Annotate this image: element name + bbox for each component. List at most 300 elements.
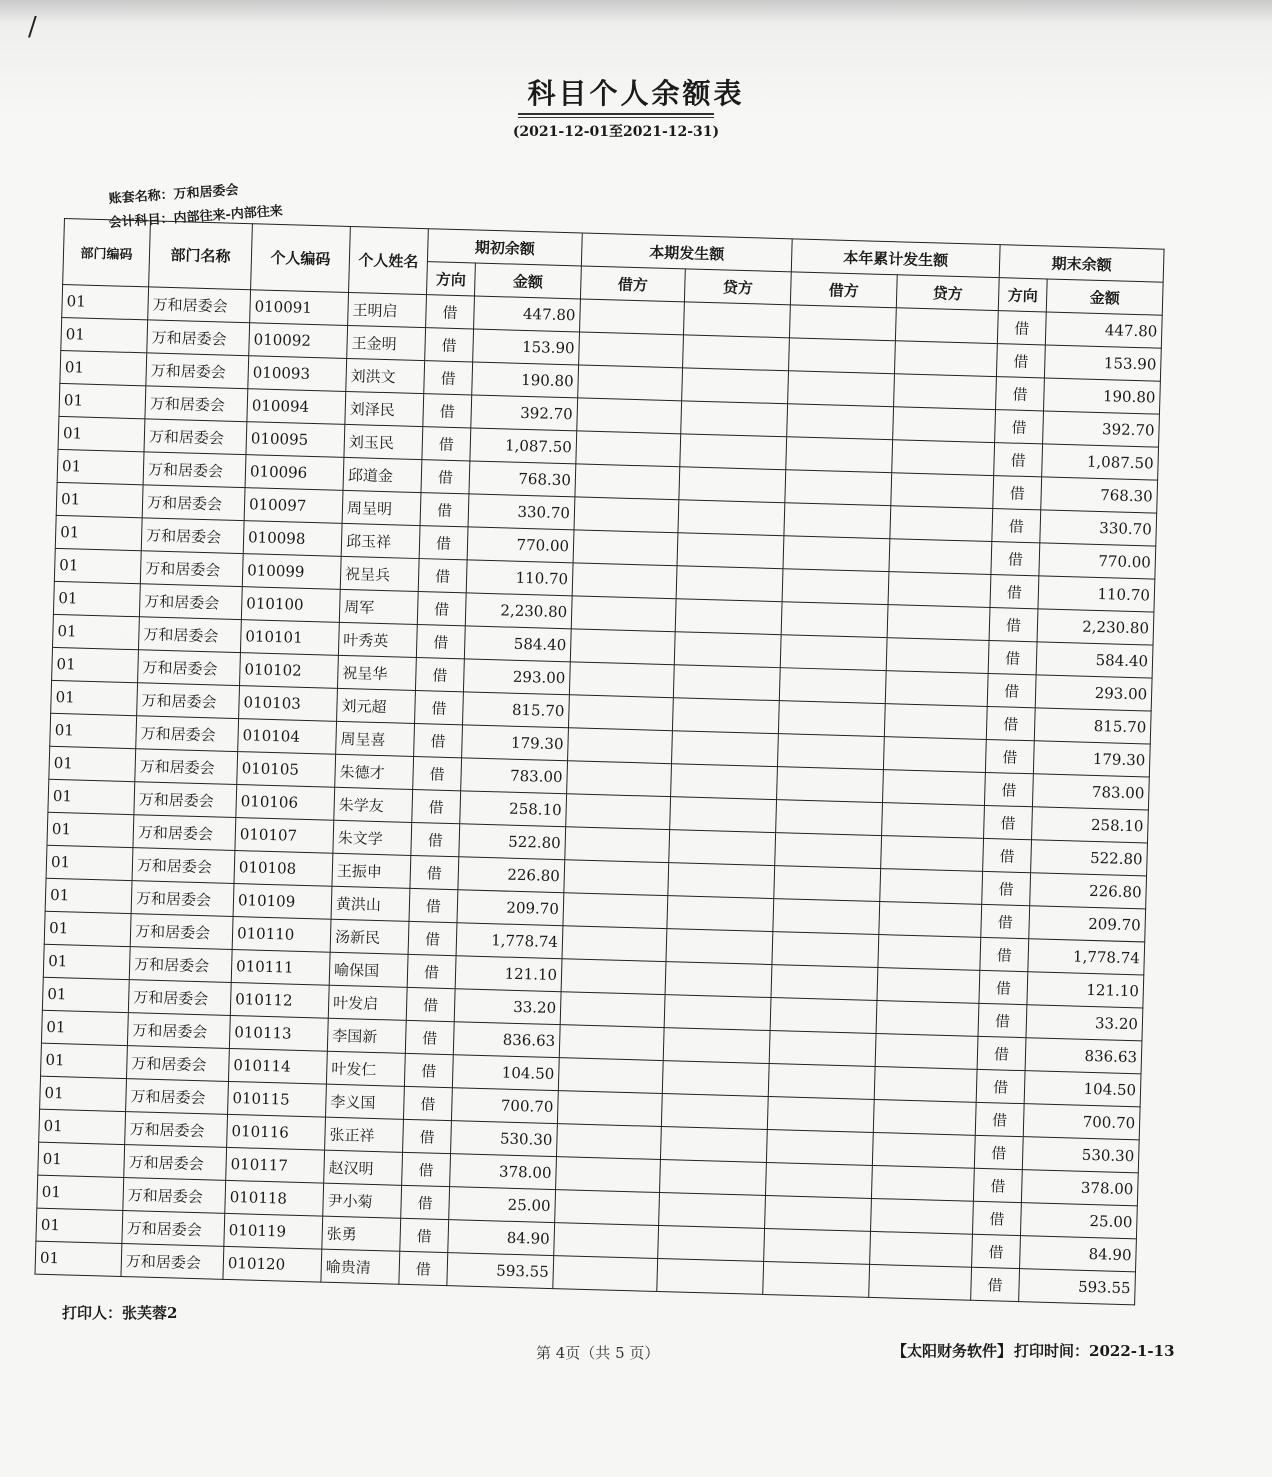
closing-amount-cell: 330.70 bbox=[1040, 510, 1157, 546]
current-credit-cell bbox=[659, 1193, 766, 1229]
person-name-cell: 邱玉祥 bbox=[341, 523, 420, 558]
current-credit-cell bbox=[676, 566, 783, 602]
dept-name-cell: 万和居委会 bbox=[143, 452, 246, 488]
closing-amount-cell: 530.30 bbox=[1022, 1137, 1139, 1173]
header-opening-direction: 方向 bbox=[427, 262, 476, 296]
dept-code-cell: 01 bbox=[50, 713, 137, 748]
opening-direction-cell: 借 bbox=[423, 394, 472, 428]
opening-amount-cell: 392.70 bbox=[471, 395, 578, 431]
person-code-cell: 010116 bbox=[227, 1114, 326, 1150]
ytd-credit-cell bbox=[888, 572, 991, 608]
ytd-debit-cell bbox=[773, 899, 880, 935]
ytd-credit-cell bbox=[869, 1264, 972, 1300]
current-debit-cell bbox=[563, 893, 668, 929]
current-credit-cell bbox=[665, 962, 772, 998]
closing-direction-cell: 借 bbox=[991, 542, 1040, 576]
dept-code-cell: 01 bbox=[58, 416, 145, 451]
closing-amount-cell: 522.80 bbox=[1031, 840, 1148, 876]
opening-amount-cell: 815.70 bbox=[463, 692, 570, 728]
person-name-cell: 刘泽民 bbox=[345, 391, 424, 426]
opening-direction-cell: 借 bbox=[419, 526, 468, 560]
ytd-debit-cell bbox=[774, 866, 881, 902]
closing-amount-cell: 25.00 bbox=[1021, 1203, 1138, 1239]
ytd-credit-cell bbox=[874, 1066, 977, 1102]
closing-amount-cell: 110.70 bbox=[1038, 576, 1155, 612]
ytd-debit-cell bbox=[770, 998, 877, 1034]
opening-direction-cell: 借 bbox=[405, 1020, 454, 1054]
opening-amount-cell: 770.00 bbox=[467, 527, 574, 563]
closing-direction-cell: 借 bbox=[988, 640, 1037, 674]
ytd-credit-cell bbox=[880, 869, 983, 905]
opening-direction-cell: 借 bbox=[426, 295, 475, 329]
current-credit-cell bbox=[677, 533, 784, 569]
person-name-cell: 李国新 bbox=[327, 1018, 406, 1053]
current-credit-cell bbox=[664, 995, 771, 1031]
current-debit-cell bbox=[556, 1124, 661, 1160]
current-debit-cell bbox=[574, 497, 679, 533]
current-credit-cell bbox=[660, 1160, 767, 1196]
dept-name-cell: 万和居委会 bbox=[126, 1046, 229, 1082]
ytd-debit-cell bbox=[782, 569, 889, 605]
ytd-credit-cell bbox=[879, 902, 982, 938]
dept-code-cell: 01 bbox=[36, 1208, 123, 1243]
dept-code-cell: 01 bbox=[37, 1175, 124, 1210]
closing-direction-cell: 借 bbox=[982, 871, 1031, 905]
person-name-cell: 朱德才 bbox=[335, 754, 414, 789]
dept-code-cell: 01 bbox=[59, 383, 146, 418]
balance-table-sheet bbox=[34, 218, 1163, 1305]
dept-code-cell: 01 bbox=[53, 614, 140, 649]
person-code-cell: 010112 bbox=[230, 982, 329, 1018]
current-debit-cell bbox=[579, 332, 684, 368]
current-debit-cell bbox=[570, 629, 675, 665]
person-code-cell: 010115 bbox=[228, 1081, 327, 1117]
person-code-cell: 010110 bbox=[232, 916, 331, 952]
person-name-cell: 叶发启 bbox=[328, 985, 407, 1020]
opening-direction-cell: 借 bbox=[413, 756, 462, 790]
dept-code-cell: 01 bbox=[55, 515, 142, 550]
dept-code-cell: 01 bbox=[60, 350, 147, 385]
title-underline bbox=[518, 113, 714, 115]
dept-name-cell: 万和居委会 bbox=[121, 1244, 224, 1280]
person-code-cell: 010094 bbox=[247, 389, 346, 425]
header-closing-balance: 期末余额 bbox=[999, 245, 1164, 283]
dept-code-cell: 01 bbox=[57, 449, 144, 484]
opening-amount-cell: 1,778.74 bbox=[456, 923, 563, 959]
closing-direction-cell: 借 bbox=[979, 970, 1028, 1004]
current-debit-cell bbox=[580, 299, 685, 335]
current-credit-cell bbox=[681, 401, 788, 437]
dept-code-cell: 01 bbox=[53, 581, 140, 616]
dept-code-cell: 01 bbox=[39, 1109, 126, 1144]
header-closing-amount: 金额 bbox=[1046, 279, 1163, 315]
current-credit-cell bbox=[675, 599, 782, 635]
ytd-debit-cell bbox=[779, 668, 886, 704]
opening-direction-cell: 借 bbox=[415, 690, 464, 724]
opening-amount-cell: 593.55 bbox=[447, 1253, 554, 1289]
person-name-cell: 朱学友 bbox=[334, 787, 413, 822]
header-dept-code: 部门编码 bbox=[63, 219, 151, 287]
person-name-cell: 李义国 bbox=[325, 1084, 404, 1119]
ytd-credit-cell bbox=[892, 440, 995, 476]
current-credit-cell bbox=[658, 1225, 765, 1261]
closing-direction-cell: 借 bbox=[990, 575, 1039, 609]
dept-name-cell: 万和居委会 bbox=[134, 782, 237, 818]
ytd-credit-cell bbox=[873, 1099, 976, 1135]
opening-direction-cell: 借 bbox=[404, 1053, 453, 1087]
dept-code-cell: 01 bbox=[56, 482, 143, 517]
dept-name-cell: 万和居委会 bbox=[138, 617, 241, 653]
closing-direction-cell: 借 bbox=[972, 1234, 1021, 1268]
person-code-cell: 010119 bbox=[224, 1213, 323, 1249]
person-code-cell: 010111 bbox=[231, 949, 330, 985]
opening-direction-cell: 借 bbox=[417, 592, 466, 626]
dept-code-cell: 01 bbox=[41, 1043, 128, 1078]
person-code-cell: 010105 bbox=[237, 752, 336, 788]
dept-code-cell: 01 bbox=[47, 812, 134, 847]
opening-amount-cell: 783.00 bbox=[461, 758, 568, 794]
opening-direction-cell: 借 bbox=[403, 1086, 452, 1120]
person-name-cell: 刘元超 bbox=[337, 688, 416, 723]
dept-code-cell: 01 bbox=[54, 548, 141, 583]
person-code-cell: 010106 bbox=[236, 785, 335, 821]
ytd-credit-cell bbox=[889, 539, 992, 575]
opening-amount-cell: 258.10 bbox=[460, 791, 567, 827]
person-name-cell: 周呈喜 bbox=[336, 721, 415, 756]
person-code-cell: 010093 bbox=[248, 356, 347, 392]
opening-amount-cell: 293.00 bbox=[463, 659, 570, 695]
header-closing-direction: 方向 bbox=[998, 278, 1047, 312]
dept-name-cell: 万和居委会 bbox=[127, 1013, 230, 1049]
ytd-debit-cell bbox=[785, 470, 892, 506]
ytd-debit-cell bbox=[789, 338, 896, 374]
closing-amount-cell: 190.80 bbox=[1044, 378, 1161, 414]
current-debit-cell bbox=[562, 926, 667, 962]
current-debit-cell bbox=[555, 1190, 660, 1226]
current-debit-cell bbox=[575, 464, 680, 500]
dept-name-cell: 万和居委会 bbox=[138, 650, 241, 686]
ytd-debit-cell bbox=[766, 1129, 873, 1165]
ytd-credit-cell bbox=[891, 473, 994, 509]
ytd-debit-cell bbox=[763, 1261, 870, 1297]
closing-direction-cell: 借 bbox=[994, 443, 1043, 477]
closing-direction-cell: 借 bbox=[996, 344, 1045, 378]
ytd-credit-cell bbox=[881, 836, 984, 872]
current-credit-cell bbox=[672, 731, 779, 767]
dept-code-cell: 01 bbox=[41, 1010, 128, 1045]
closing-amount-cell: 293.00 bbox=[1035, 675, 1152, 711]
closing-amount-cell: 209.70 bbox=[1029, 906, 1146, 942]
header-person-name: 个人姓名 bbox=[349, 226, 429, 294]
closing-direction-cell: 借 bbox=[975, 1102, 1024, 1136]
closing-amount-cell: 153.90 bbox=[1044, 345, 1161, 381]
dept-code-cell: 01 bbox=[49, 746, 136, 781]
dept-code-cell: 01 bbox=[51, 680, 138, 715]
person-code-cell: 010100 bbox=[241, 587, 340, 623]
current-credit-cell bbox=[663, 1028, 770, 1064]
person-code-cell: 010103 bbox=[239, 686, 338, 722]
person-code-cell: 010092 bbox=[249, 323, 348, 359]
current-debit-cell bbox=[569, 662, 674, 698]
current-debit-cell bbox=[572, 563, 677, 599]
current-debit-cell bbox=[558, 1058, 663, 1094]
person-code-cell: 010107 bbox=[235, 818, 334, 854]
opening-amount-cell: 700.70 bbox=[451, 1088, 558, 1124]
opening-direction-cell: 借 bbox=[409, 888, 458, 922]
ytd-credit-cell bbox=[890, 506, 993, 542]
opening-direction-cell: 借 bbox=[425, 328, 474, 362]
ytd-debit-cell bbox=[765, 1195, 872, 1231]
ytd-debit-cell bbox=[786, 437, 893, 473]
closing-amount-cell: 121.10 bbox=[1027, 972, 1144, 1008]
closing-amount-cell: 226.80 bbox=[1030, 873, 1147, 909]
header-ytd-debit: 借方 bbox=[790, 272, 897, 308]
closing-amount-cell: 392.70 bbox=[1043, 411, 1160, 447]
ytd-credit-cell bbox=[875, 1033, 978, 1069]
dept-code-cell: 01 bbox=[45, 878, 132, 913]
person-name-cell: 王振申 bbox=[332, 853, 411, 888]
dept-code-cell: 01 bbox=[44, 911, 131, 946]
closing-direction-cell: 借 bbox=[997, 311, 1046, 345]
ytd-debit-cell bbox=[769, 1031, 876, 1067]
person-code-cell: 010098 bbox=[243, 521, 342, 557]
ytd-credit-cell bbox=[882, 803, 985, 839]
subject-label: 会计科目：内部往来-内部往来 bbox=[108, 203, 284, 231]
current-debit-cell bbox=[554, 1223, 659, 1259]
closing-amount-cell: 768.30 bbox=[1041, 477, 1158, 513]
current-credit-cell bbox=[669, 830, 776, 866]
software-print-time bbox=[890, 1340, 1175, 1361]
printer-label: 打印人：张芙蓉2 bbox=[62, 1304, 178, 1322]
closing-direction-cell: 借 bbox=[985, 772, 1034, 806]
opening-amount-cell: 110.70 bbox=[466, 560, 573, 596]
ytd-debit-cell bbox=[780, 635, 887, 671]
opening-amount-cell: 530.30 bbox=[451, 1121, 558, 1157]
ytd-debit-cell bbox=[764, 1228, 871, 1264]
person-code-cell: 010096 bbox=[245, 455, 344, 491]
ytd-debit-cell bbox=[767, 1097, 874, 1133]
current-credit-cell bbox=[666, 929, 773, 965]
dept-name-cell: 万和居委会 bbox=[139, 584, 242, 620]
person-name-cell: 祝呈华 bbox=[337, 655, 416, 690]
current-debit-cell bbox=[561, 959, 666, 995]
closing-direction-cell: 借 bbox=[981, 904, 1030, 938]
opening-amount-cell: 447.80 bbox=[474, 296, 581, 332]
dept-name-cell: 万和居委会 bbox=[141, 518, 244, 554]
current-debit-cell bbox=[553, 1256, 658, 1292]
ytd-credit-cell bbox=[893, 407, 996, 443]
closing-amount-cell: 836.63 bbox=[1025, 1038, 1142, 1074]
current-debit-cell bbox=[566, 794, 671, 830]
table-body bbox=[35, 284, 1162, 1304]
current-credit-cell bbox=[680, 434, 787, 470]
opening-direction-cell: 借 bbox=[420, 493, 469, 527]
current-debit-cell bbox=[557, 1091, 662, 1127]
current-credit-cell bbox=[661, 1094, 768, 1130]
person-name-cell: 张勇 bbox=[322, 1216, 401, 1251]
person-name-cell: 周呈明 bbox=[342, 490, 421, 525]
closing-direction-cell: 借 bbox=[996, 377, 1045, 411]
dept-name-cell: 万和居委会 bbox=[129, 947, 232, 983]
closing-amount-cell: 447.80 bbox=[1045, 312, 1162, 348]
current-debit-cell bbox=[567, 761, 672, 797]
person-code-cell: 010104 bbox=[238, 719, 337, 755]
closing-direction-cell: 借 bbox=[985, 739, 1034, 773]
dept-name-cell: 万和居委会 bbox=[137, 683, 240, 719]
person-name-cell: 叶秀英 bbox=[338, 622, 417, 657]
person-code-cell: 010101 bbox=[240, 620, 339, 656]
closing-direction-cell: 借 bbox=[992, 509, 1041, 543]
current-debit-cell bbox=[568, 695, 673, 731]
current-credit-cell bbox=[673, 665, 780, 701]
person-name-cell: 王明启 bbox=[348, 292, 427, 327]
ytd-credit-cell bbox=[876, 1001, 979, 1037]
current-credit-cell bbox=[678, 500, 785, 536]
dept-name-cell: 万和居委会 bbox=[126, 1079, 229, 1115]
closing-direction-cell: 借 bbox=[974, 1135, 1023, 1169]
opening-direction-cell: 借 bbox=[401, 1185, 450, 1219]
ytd-debit-cell bbox=[778, 701, 885, 737]
person-name-cell: 刘洪文 bbox=[346, 358, 425, 393]
ytd-credit-cell bbox=[894, 374, 997, 410]
dept-code-cell: 01 bbox=[52, 647, 139, 682]
opening-amount-cell: 522.80 bbox=[459, 824, 566, 860]
ytd-debit-cell bbox=[787, 404, 894, 440]
opening-direction-cell: 借 bbox=[412, 789, 461, 823]
dept-name-cell: 万和居委会 bbox=[128, 980, 231, 1016]
current-debit-cell bbox=[571, 596, 676, 632]
current-debit-cell bbox=[560, 992, 665, 1028]
person-name-cell: 汤新民 bbox=[330, 919, 409, 954]
opening-direction-cell: 借 bbox=[410, 855, 459, 889]
current-credit-cell bbox=[657, 1258, 764, 1294]
software-name: 【太阳财务软件】 bbox=[892, 1342, 1013, 1360]
opening-direction-cell: 借 bbox=[408, 921, 457, 955]
dept-code-cell: 01 bbox=[62, 284, 149, 319]
opening-direction-cell: 借 bbox=[414, 723, 463, 757]
person-name-cell: 王金明 bbox=[347, 325, 426, 360]
dept-name-cell: 万和居委会 bbox=[142, 485, 245, 521]
report-title: 科目个人余额表 bbox=[527, 77, 745, 110]
closing-direction-cell: 借 bbox=[973, 1201, 1022, 1235]
person-code-cell: 010095 bbox=[246, 422, 345, 458]
closing-amount-cell: 2,230.80 bbox=[1037, 609, 1154, 645]
ytd-debit-cell bbox=[766, 1162, 873, 1198]
person-name-cell: 叶发仁 bbox=[326, 1051, 405, 1086]
ytd-debit-cell bbox=[768, 1064, 875, 1100]
current-credit-cell bbox=[662, 1061, 769, 1097]
dept-name-cell: 万和居委会 bbox=[146, 353, 249, 389]
current-credit-cell bbox=[674, 632, 781, 668]
opening-amount-cell: 25.00 bbox=[449, 1187, 556, 1223]
person-name-cell: 朱文学 bbox=[333, 820, 412, 855]
opening-amount-cell: 33.20 bbox=[454, 989, 561, 1025]
person-code-cell: 010113 bbox=[229, 1015, 328, 1051]
current-debit-cell bbox=[564, 860, 669, 896]
closing-amount-cell: 1,087.50 bbox=[1042, 444, 1159, 480]
ytd-credit-cell bbox=[886, 638, 989, 674]
closing-amount-cell: 783.00 bbox=[1032, 774, 1149, 810]
person-name-cell: 刘玉民 bbox=[344, 424, 423, 459]
dept-code-cell: 01 bbox=[42, 977, 129, 1012]
opening-amount-cell: 1,087.50 bbox=[470, 428, 577, 464]
person-code-cell: 010109 bbox=[233, 884, 332, 920]
ytd-debit-cell bbox=[772, 932, 879, 968]
opening-direction-cell: 借 bbox=[411, 822, 460, 856]
closing-direction-cell: 借 bbox=[993, 476, 1042, 510]
dept-name-cell: 万和居委会 bbox=[122, 1211, 225, 1247]
header-current-credit: 贷方 bbox=[684, 269, 791, 305]
closing-direction-cell: 借 bbox=[986, 706, 1035, 740]
header-opening-balance: 期初余额 bbox=[427, 229, 582, 266]
opening-amount-cell: 2,230.80 bbox=[465, 593, 572, 629]
ytd-credit-cell bbox=[883, 770, 986, 806]
current-debit-cell bbox=[556, 1157, 661, 1193]
ytd-debit-cell bbox=[777, 734, 884, 770]
ytd-credit-cell bbox=[884, 704, 987, 740]
person-code-cell: 010108 bbox=[234, 851, 333, 887]
opening-amount-cell: 84.90 bbox=[448, 1220, 555, 1256]
ytd-debit-cell bbox=[776, 800, 883, 836]
person-name-cell: 黄洪山 bbox=[331, 886, 410, 921]
opening-amount-cell: 378.00 bbox=[450, 1154, 557, 1190]
dept-name-cell: 万和居委会 bbox=[132, 848, 235, 884]
opening-amount-cell: 179.30 bbox=[462, 725, 569, 761]
opening-amount-cell: 584.40 bbox=[464, 626, 571, 662]
closing-amount-cell: 33.20 bbox=[1026, 1005, 1143, 1041]
title-underline-2 bbox=[518, 117, 714, 118]
closing-amount-cell: 179.30 bbox=[1033, 741, 1150, 777]
dept-name-cell: 万和居委会 bbox=[125, 1112, 228, 1148]
page-indicator: 第 4页（共 5 页） bbox=[536, 1344, 660, 1362]
closing-amount-cell: 593.55 bbox=[1019, 1269, 1136, 1305]
closing-direction-cell: 借 bbox=[983, 838, 1032, 872]
opening-direction-cell: 借 bbox=[421, 460, 470, 494]
ytd-debit-cell bbox=[771, 965, 878, 1001]
person-code-cell: 010097 bbox=[244, 488, 343, 524]
person-code-cell: 010091 bbox=[250, 290, 349, 326]
current-credit-cell bbox=[660, 1127, 767, 1163]
ytd-debit-cell bbox=[775, 833, 882, 869]
dept-name-cell: 万和居委会 bbox=[131, 881, 234, 917]
ytd-debit-cell bbox=[783, 536, 890, 572]
dept-code-cell: 01 bbox=[48, 779, 135, 814]
current-debit-cell bbox=[565, 827, 670, 863]
current-credit-cell bbox=[672, 698, 779, 734]
ytd-debit-cell bbox=[784, 503, 891, 539]
opening-amount-cell: 836.63 bbox=[453, 1022, 560, 1058]
dept-code-cell: 01 bbox=[43, 944, 130, 979]
header-person-code: 个人编码 bbox=[251, 224, 351, 293]
closing-direction-cell: 借 bbox=[989, 608, 1038, 642]
dept-name-cell: 万和居委会 bbox=[136, 716, 239, 752]
account-set-label: 账套名称：万和居委会 bbox=[108, 182, 240, 207]
closing-amount-cell: 104.50 bbox=[1024, 1071, 1141, 1107]
person-name-cell: 喻贵清 bbox=[321, 1249, 400, 1284]
closing-amount-cell: 84.90 bbox=[1020, 1236, 1137, 1272]
header-opening-amount: 金额 bbox=[474, 263, 581, 299]
person-code-cell: 010118 bbox=[225, 1180, 324, 1216]
ytd-credit-cell bbox=[871, 1198, 974, 1234]
person-code-cell: 010120 bbox=[223, 1246, 322, 1282]
opening-direction-cell: 借 bbox=[415, 658, 464, 692]
closing-direction-cell: 借 bbox=[971, 1267, 1020, 1301]
page-top-shadow bbox=[0, 0, 1272, 22]
person-code-cell: 010099 bbox=[242, 554, 341, 590]
person-name-cell: 喻保国 bbox=[329, 952, 408, 987]
current-debit-cell bbox=[568, 728, 673, 764]
closing-amount-cell: 700.70 bbox=[1023, 1104, 1140, 1140]
